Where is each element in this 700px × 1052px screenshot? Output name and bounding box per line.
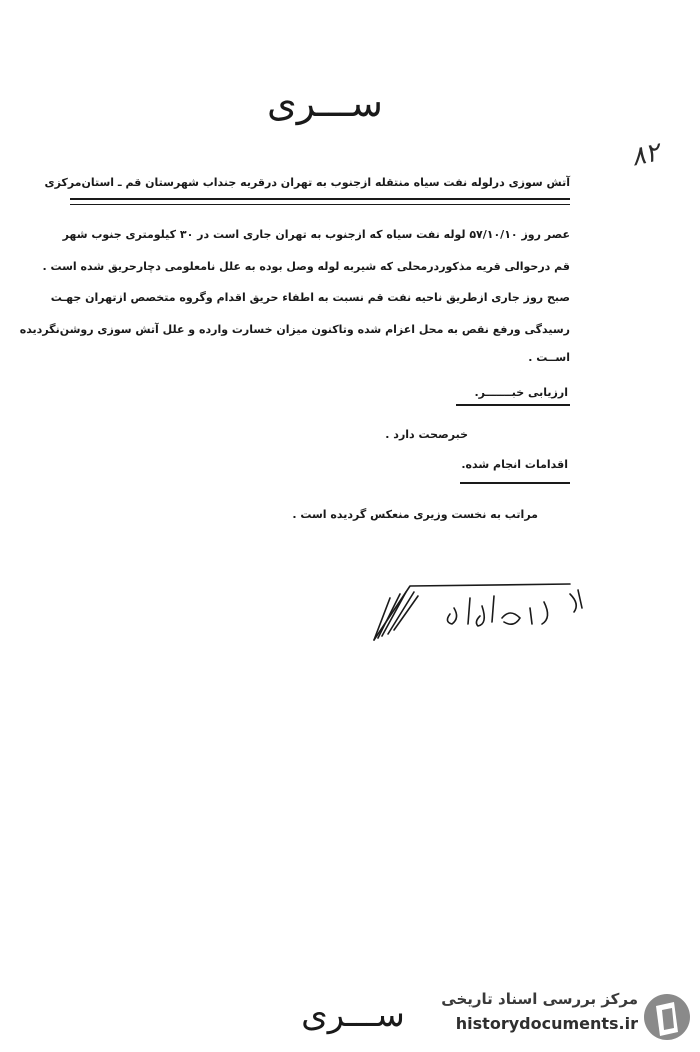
body-line: رسیدگی ورفع نقص به محل اعزام شده وتاکنون میزان خسارت وارده و علل آتش سوزی روشن‌نگردیده bbox=[19, 323, 570, 336]
body-line: قم درحوالی قریه مذکوردرمحلی که شیربه لوله وصل بوده به علل نامعلومی دچارحریق شده است . bbox=[42, 260, 570, 273]
body-line: اســت . bbox=[528, 351, 570, 364]
classification-footer: ســـری bbox=[301, 995, 405, 1035]
news-validity-text: خبرصحت دارد . bbox=[385, 428, 468, 441]
watermark-name: مرکز بررسی اسناد تاریخی bbox=[441, 990, 638, 1008]
classification-header: ســـری bbox=[267, 81, 383, 125]
archive-logo-icon bbox=[642, 992, 692, 1042]
subject-underline bbox=[70, 198, 570, 205]
final-note: مراتب به نخست وزیری منعکس گردیده است . bbox=[292, 508, 538, 521]
signature bbox=[370, 578, 590, 648]
body-line: عصر روز ۵۷/۱۰/۱۰ لوله نفت سیاه که ازجنوب به تهران جاری است در ۳۰ کیلومتری جنوب شهر bbox=[62, 228, 570, 241]
actions-underline bbox=[460, 482, 570, 484]
document-subject: آتش سوزی درلوله نفت سیاه منتقله ازجنوب به تهران درقریه جنداب شهرستان قم ـ استان‌مرکزی bbox=[44, 176, 570, 189]
evaluation-label: ارزیابی خبـــــــر. bbox=[474, 386, 568, 399]
body-line: صبح روز جاری ازطریق ناحیه نفت قم نسبت به اطفاء حریق اقدام وگروه متخصص ازتهران جهـت bbox=[50, 291, 570, 304]
handwritten-page-number: ۸۲ bbox=[628, 137, 663, 173]
actions-label: اقدامات انجام شده. bbox=[461, 458, 568, 471]
evaluation-underline bbox=[456, 404, 570, 406]
archive-watermark bbox=[410, 988, 700, 1048]
watermark-site: historydocuments.ir bbox=[455, 1014, 638, 1033]
